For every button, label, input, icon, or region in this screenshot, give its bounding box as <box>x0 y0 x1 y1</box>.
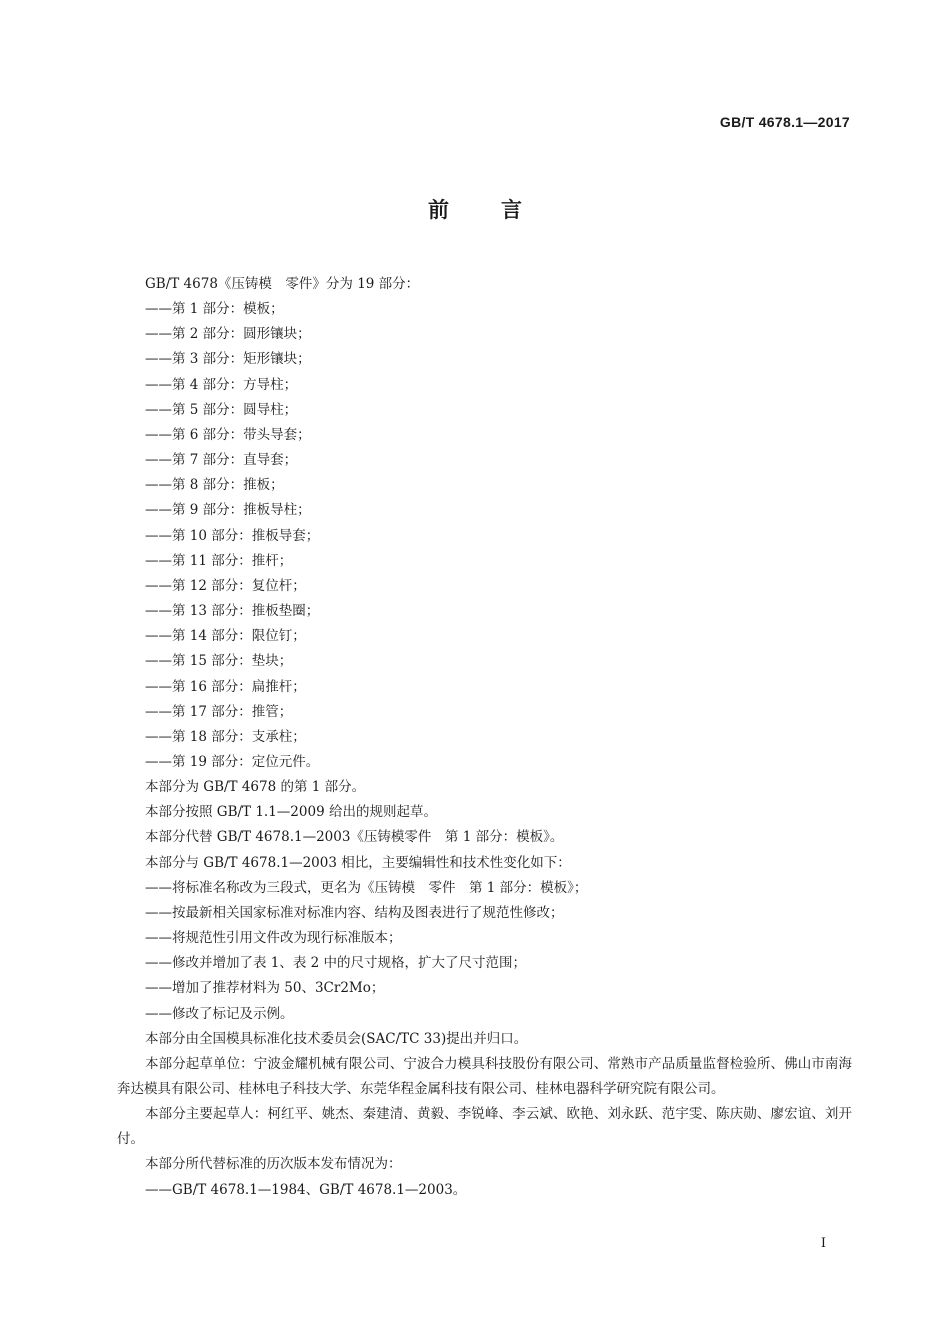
list-item: ——第 11 部分：推杆； <box>145 552 293 569</box>
list-item: ——第 4 部分：方导柱； <box>145 376 298 393</box>
list-item: ——按最新相关国家标准对标准内容、结构及图表进行了规范性修改； <box>145 904 564 921</box>
list-item: ——第 3 部分：矩形镶块； <box>145 351 311 368</box>
paragraph: 本部分与 GB/T 4678.1—2003 相比，主要编辑性和技术性变化如下： <box>145 854 571 871</box>
list-item: ——GB/T 4678.1—1984、GB/T 4678.1—2003。 <box>145 1181 467 1198</box>
foreword-body <box>117 272 852 1203</box>
list-item: ——将规范性引用文件改为现行标准版本； <box>145 930 402 947</box>
list-item: ——修改并增加了表 1、表 2 中的尺寸规格，扩大了尺寸范围； <box>145 955 527 972</box>
list-item: ——第 13 部分：推板垫圈； <box>145 603 320 620</box>
paragraph: 本部分所代替标准的历次版本发布情况为： <box>145 1156 402 1173</box>
paragraph: 本部分主要起草人：柯红平、姚杰、秦建清、黄毅、李锐峰、李云斌、欧艳、刘永跃、范宇雯、陈庆勋、廖宏谊、刘开付。 <box>117 1106 852 1148</box>
list-item: ——第 2 部分：圆形镶块； <box>145 326 311 343</box>
paragraph: 本部分为 GB/T 4678 的第 1 部分。 <box>145 779 366 796</box>
page-number: I <box>820 1236 826 1251</box>
list-item: ——将标准名称改为三段式，更名为《压铸模 零件 第 1 部分：模板》； <box>145 879 588 896</box>
list-item: ——第 17 部分：推管； <box>145 703 293 720</box>
paragraph: 本部分代替 GB/T 4678.1—2003《压铸模零件 第 1 部分：模板》。 <box>145 829 564 846</box>
list-item: ——修改了标记及示例。 <box>145 1005 294 1022</box>
list-item: ——第 6 部分：带头导套； <box>145 426 311 443</box>
list-item: ——第 9 部分：推板导柱； <box>145 502 311 519</box>
title-char-2: 言 <box>501 198 522 222</box>
list-item: ——第 12 部分：复位杆； <box>145 577 306 594</box>
list-item: ——第 15 部分：垫块； <box>145 653 293 670</box>
list-item: ——第 5 部分：圆导柱； <box>145 401 298 418</box>
paragraph: 本部分按照 GB/T 1.1—2009 给出的规则起草。 <box>145 804 437 821</box>
list-item: ——增加了推荐材料为 50、3Cr2Mo； <box>145 980 385 997</box>
paragraph: 本部分起草单位：宁波金耀机械有限公司、宁波合力模具科技股份有限公司、常熟市产品质量监督检验所、佛山市南海奔达模具有限公司、桂林电子科技大学、东莞华程金属科技有限公司、桂林电器科学研究院有限公司。 <box>117 1055 852 1097</box>
list-item: ——第 14 部分：限位钉； <box>145 628 306 645</box>
list-item: ——第 19 部分：定位元件。 <box>145 753 320 770</box>
title-char-1: 前 <box>428 198 449 222</box>
standard-number: GB/T 4678.1—2017 <box>719 114 850 130</box>
paragraph: GB/T 4678《压铸模 零件》分为 19 部分： <box>145 276 420 292</box>
list-item: ——第 1 部分：模板； <box>145 301 284 318</box>
page-title <box>0 194 950 224</box>
list-item: ——第 8 部分：推板； <box>145 477 284 494</box>
list-item: ——第 10 部分：推板导套； <box>145 527 320 544</box>
list-item: ——第 18 部分：支承柱； <box>145 728 306 745</box>
list-item: ——第 7 部分：直导套； <box>145 452 298 469</box>
paragraph: 本部分由全国模具标准化技术委员会(SAC/TC 33)提出并归口。 <box>145 1030 528 1047</box>
list-item: ——第 16 部分：扁推杆； <box>145 678 306 695</box>
